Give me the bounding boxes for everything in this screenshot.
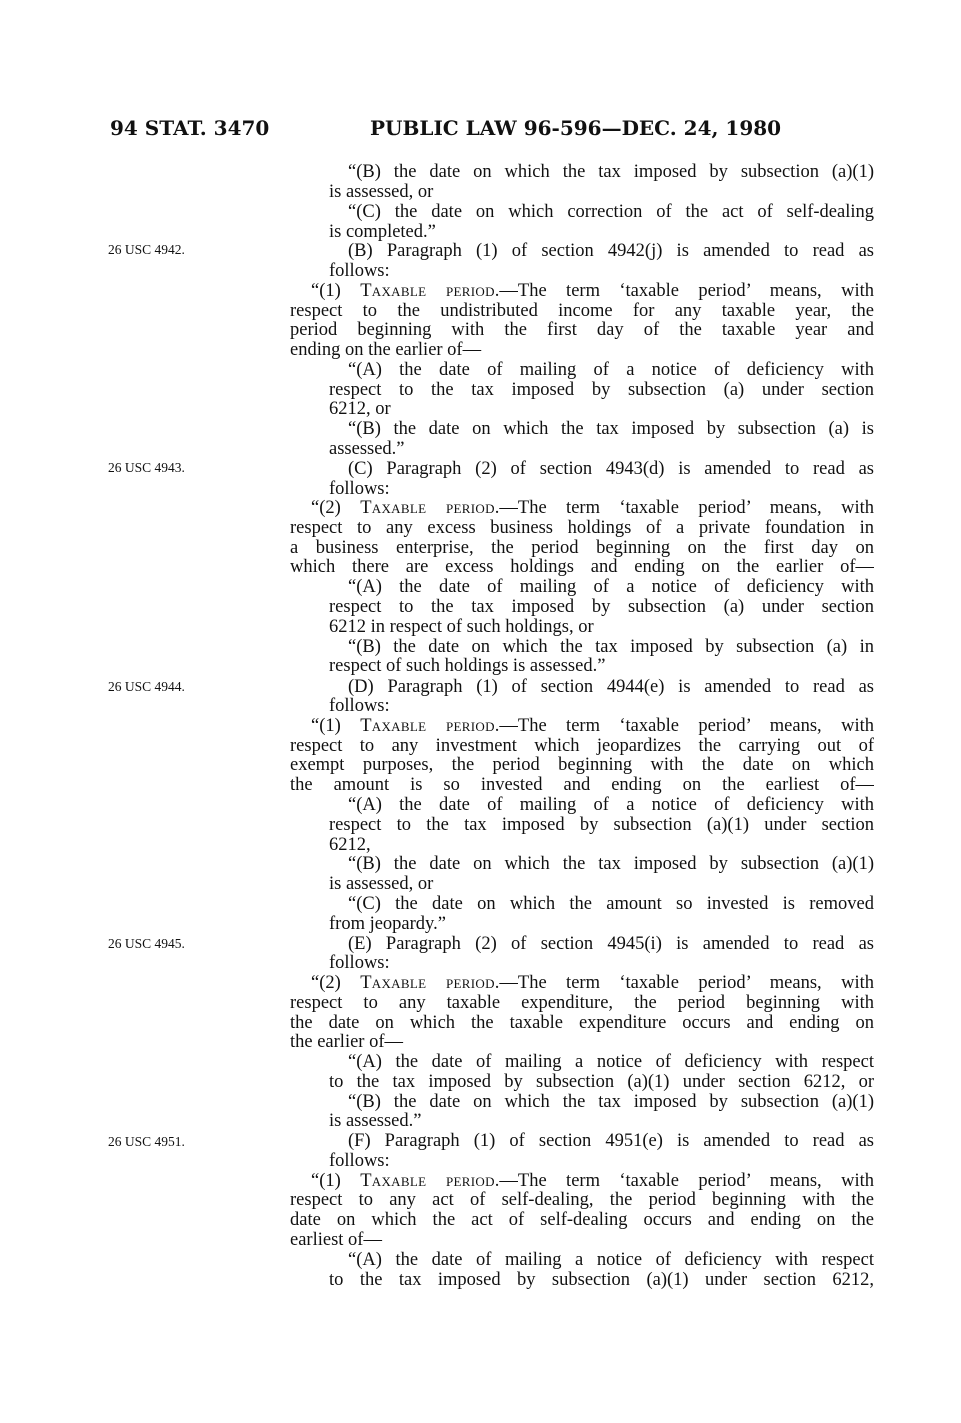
text-line	[311, 281, 874, 301]
text-segment: “(1)	[311, 1171, 361, 1191]
text-line: the earlier of—	[290, 1032, 403, 1052]
text-line: exempt purposes, the period beginning with the date on which	[290, 755, 874, 775]
text-line: is assessed, or	[329, 874, 434, 894]
text-line: “(B) the date on which the tax imposed by subsection (a) is	[348, 419, 874, 439]
text-line: “(B) the date on which the tax imposed by subsection (a)(1)	[348, 854, 874, 874]
text-line: the date on which the taxable expenditure occurs and ending on	[290, 1013, 874, 1033]
text-segment: .—The term ‘taxable period’ means, with	[494, 281, 874, 301]
text-line	[311, 716, 874, 736]
text-line: “(A) the date of mailing a notice of deficiency with respect	[348, 1052, 874, 1072]
text-line: assessed.”	[329, 439, 405, 459]
text-line: respect to the tax imposed by subsection (a) under section	[329, 597, 874, 617]
text-line: respect to any excess business holdings of a private foundation in	[290, 518, 874, 538]
text-line: date on which the act of self-dealing occurs and ending on the	[290, 1210, 874, 1230]
text-line: (C) Paragraph (2) of section 4943(d) is amended to read as	[348, 459, 874, 479]
heading-small-caps: Taxable period	[360, 498, 495, 518]
text-line: to the tax imposed by subsection (a)(1) under section 6212, or	[329, 1072, 874, 1092]
text-line: ending on the earlier of—	[290, 340, 482, 360]
text-line: “(A) the date of mailing of a notice of deficiency with	[348, 360, 874, 380]
text-line: from jeopardy.”	[329, 914, 446, 934]
text-line: follows:	[329, 1151, 390, 1171]
text-line: respect of such holdings is assessed.”	[329, 656, 606, 676]
text-line	[311, 1171, 874, 1191]
margin-note: 26 USC 4943.	[108, 460, 185, 475]
text-line: “(B) the date on which the tax imposed by subsection (a)(1)	[348, 162, 874, 182]
text-segment: “(2)	[311, 498, 361, 518]
text-line: respect to any investment which jeopardizes the carrying out of	[290, 736, 874, 756]
margin-note: 26 USC 4945.	[108, 936, 185, 951]
text-line: to the tax imposed by subsection (a)(1) under section 6212,	[329, 1270, 874, 1290]
margin-note: 26 USC 4944.	[108, 679, 185, 694]
page-stat-citation: 94 STAT. 3470	[110, 116, 270, 140]
text-segment: .—The term ‘taxable period’ means, with	[494, 498, 874, 518]
text-line: 6212 in respect of such holdings, or	[329, 617, 594, 637]
text-line: period beginning with the first day of the taxable year and	[290, 320, 874, 340]
text-line: “(A) the date of mailing of a notice of deficiency with	[348, 795, 874, 815]
text-line	[311, 498, 874, 518]
text-line: 6212, or	[329, 399, 391, 419]
text-line: “(C) the date on which the amount so invested is removed	[348, 894, 874, 914]
text-segment: “(2)	[311, 973, 361, 993]
text-line: follows:	[329, 261, 390, 281]
text-line: “(B) the date on which the tax imposed by subsection (a) in	[348, 637, 874, 657]
heading-small-caps: Taxable period	[360, 716, 495, 736]
heading-small-caps: Taxable period	[360, 1171, 495, 1191]
text-line: respect to any taxable expenditure, the period beginning with	[290, 993, 874, 1013]
text-line: earliest of—	[290, 1230, 382, 1250]
heading-small-caps: Taxable period	[360, 281, 495, 301]
text-line: (E) Paragraph (2) of section 4945(i) is amended to read as	[348, 934, 874, 954]
margin-note: 26 USC 4942.	[108, 242, 185, 257]
text-segment: “(1)	[311, 281, 361, 301]
text-line: a business enterprise, the period beginning on the first day on	[290, 538, 874, 558]
text-line: follows:	[329, 696, 390, 716]
text-line: follows:	[329, 953, 390, 973]
text-line: is assessed.”	[329, 1111, 422, 1131]
text-line: respect to the tax imposed by subsection (a)(1) under section	[329, 815, 874, 835]
text-line: (B) Paragraph (1) of section 4942(j) is amended to read as	[348, 241, 874, 261]
text-line: “(A) the date of mailing of a notice of deficiency with	[348, 577, 874, 597]
text-segment: .—The term ‘taxable period’ means, with	[494, 973, 874, 993]
text-line: 6212,	[329, 835, 371, 855]
text-line: “(B) the date on which the tax imposed by subsection (a)(1)	[348, 1092, 874, 1112]
text-line: follows:	[329, 479, 390, 499]
text-line: is assessed, or	[329, 182, 434, 202]
text-line: (F) Paragraph (1) of section 4951(e) is amended to read as	[348, 1131, 874, 1151]
text-segment: .—The term ‘taxable period’ means, with	[494, 1171, 874, 1191]
page-title: PUBLIC LAW 96-596—DEC. 24, 1980	[370, 116, 782, 140]
text-segment: .—The term ‘taxable period’ means, with	[494, 716, 874, 736]
text-segment: “(1)	[311, 716, 361, 736]
heading-small-caps: Taxable period	[360, 973, 495, 993]
text-line: respect to the undistributed income for any taxable year, the	[290, 301, 874, 321]
text-line: respect to the tax imposed by subsection (a) under section	[329, 380, 874, 400]
text-line	[311, 973, 874, 993]
text-line: which there are excess holdings and ending on the earlier of—	[290, 557, 874, 577]
text-line: respect to any act of self-dealing, the period beginning with the	[290, 1190, 874, 1210]
text-line: “(A) the date of mailing a notice of deficiency with respect	[348, 1250, 874, 1270]
text-line: is completed.”	[329, 222, 436, 242]
margin-note: 26 USC 4951.	[108, 1134, 185, 1149]
text-line: (D) Paragraph (1) of section 4944(e) is amended to read as	[348, 677, 874, 697]
text-line: the amount is so invested and ending on the earliest of—	[290, 775, 874, 795]
text-line: “(C) the date on which correction of the act of self-dealing	[348, 202, 874, 222]
